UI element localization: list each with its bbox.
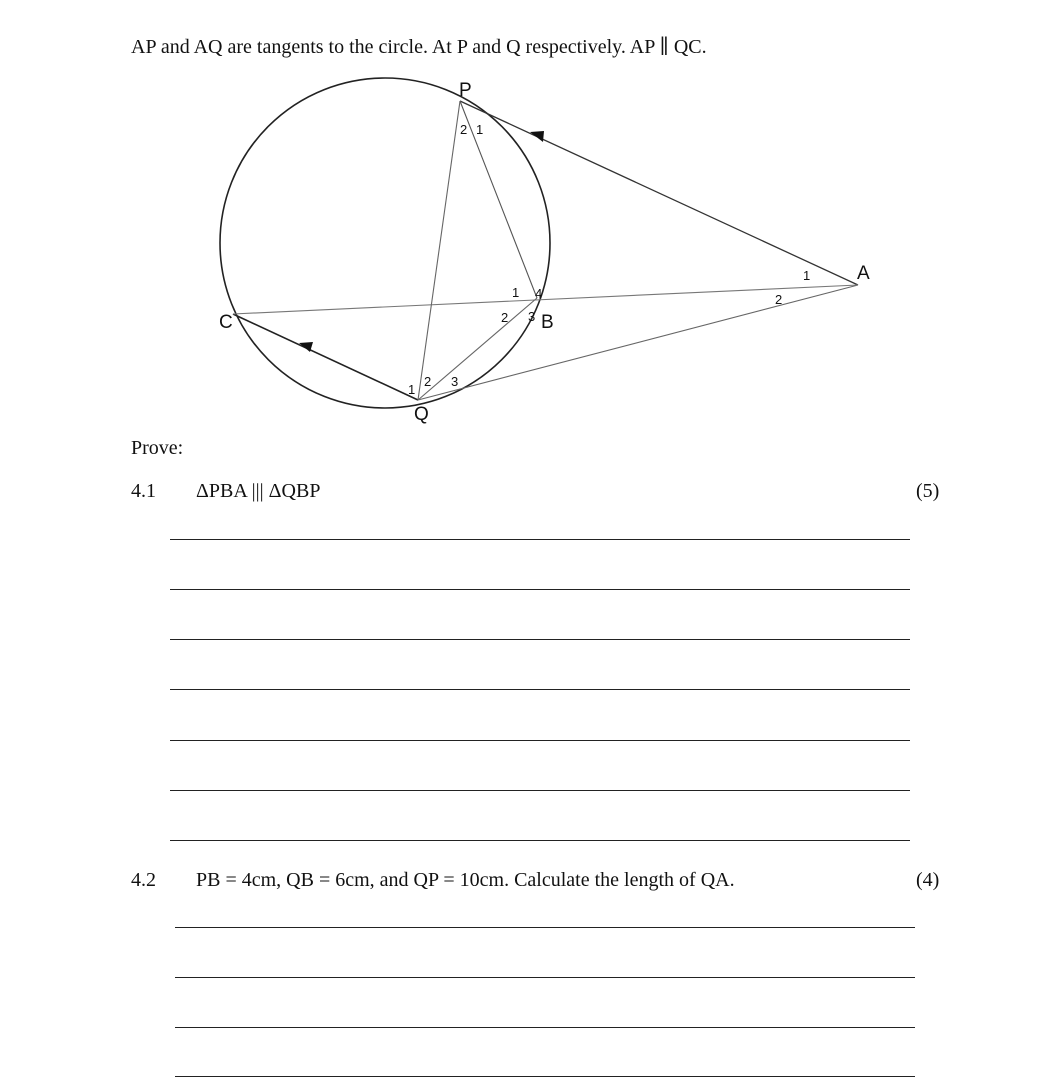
tangent-ap <box>460 101 858 285</box>
answer-line[interactable] <box>170 740 910 741</box>
question-number: 4.2 <box>131 869 156 891</box>
label-p: P <box>459 80 472 101</box>
answer-line[interactable] <box>175 1076 915 1077</box>
angle-q1: 1 <box>408 382 416 397</box>
angle-b2: 2 <box>501 310 509 325</box>
question-number: 4.1 <box>131 480 156 502</box>
answer-line[interactable] <box>175 977 915 978</box>
prove-label: Prove: <box>131 437 184 459</box>
angle-p2: 2 <box>460 122 468 137</box>
label-b: B <box>541 312 554 333</box>
parallel-arrow-ap <box>530 131 544 142</box>
answer-line[interactable] <box>170 790 910 791</box>
angle-q3: 3 <box>451 374 459 389</box>
answer-line[interactable] <box>170 589 910 590</box>
angle-b4: 4 <box>535 286 543 301</box>
question-text: ΔPBA ||| ΔQBP <box>196 480 321 502</box>
question-marks: (5) <box>916 480 940 502</box>
angle-a2: 2 <box>775 292 783 307</box>
question-text: PB = 4cm, QB = 6cm, and QP = 10cm. Calculate the length of QA. <box>196 869 735 891</box>
answer-line[interactable] <box>170 539 910 540</box>
problem-statement: AP and AQ are tangents to the circle. At P and Q respectively. AP ∥ QC. <box>131 36 707 58</box>
label-c: C <box>219 312 233 333</box>
angle-p1: 1 <box>476 122 484 137</box>
circle <box>220 78 550 408</box>
angle-b1: 1 <box>512 285 520 300</box>
answer-line[interactable] <box>170 639 910 640</box>
geometry-diagram <box>0 0 1059 440</box>
chord-qc <box>233 314 418 400</box>
answer-line[interactable] <box>175 1027 915 1028</box>
chord-pq <box>418 101 460 400</box>
answer-line[interactable] <box>170 689 910 690</box>
angle-q2: 2 <box>424 374 432 389</box>
label-a: A <box>857 263 870 284</box>
label-q: Q <box>414 404 429 425</box>
angle-b3: 3 <box>528 309 536 324</box>
answer-line[interactable] <box>170 840 910 841</box>
answer-line[interactable] <box>175 927 915 928</box>
angle-a1: 1 <box>803 268 811 283</box>
question-marks: (4) <box>916 869 940 891</box>
